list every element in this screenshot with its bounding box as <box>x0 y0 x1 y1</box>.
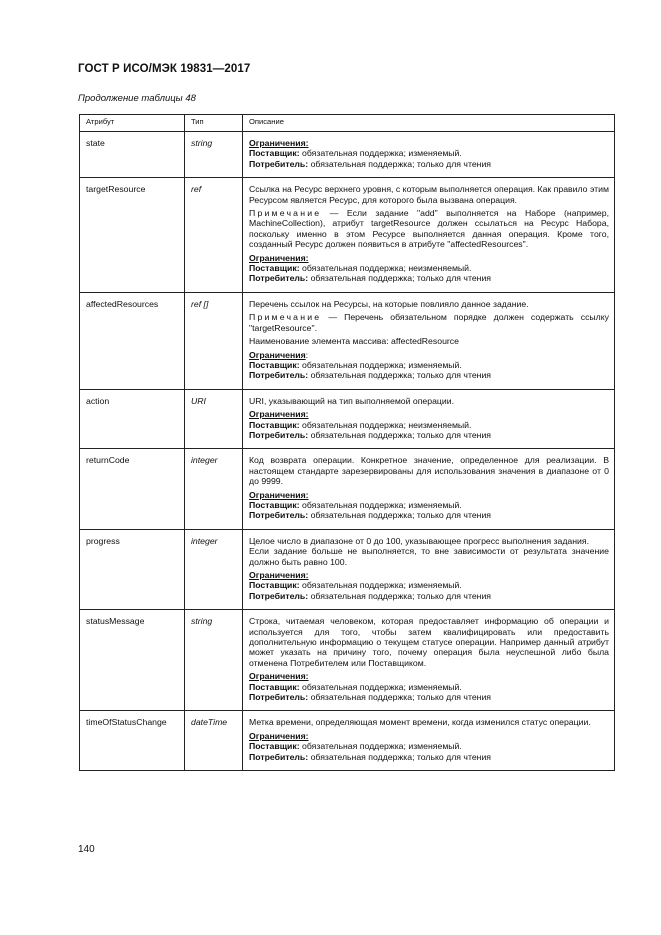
provider-line <box>249 148 609 158</box>
provider-text: обязательная поддержка; изменяемый. <box>299 580 462 591</box>
consumer-label: Потребитель: <box>249 370 309 381</box>
page-number: 140 <box>78 844 95 855</box>
attribute-name: targetResource <box>80 178 185 293</box>
note-text: — Если задание "add" выполняется на Наборе (например, MachineCollection), атрибут targetResource должен ссылаться на Ресурс Набора, поскольку именно в этом Ресурсе выполняется данная операция. Кроме того, созданный Ресурс должен появиться в атрибуте "affectedResources". <box>249 208 609 250</box>
consumer-text: обязательная поддержка; только для чтения <box>308 158 492 169</box>
attribute-description <box>243 449 615 529</box>
provider-line <box>249 500 609 510</box>
consumer-line <box>249 692 609 702</box>
attributes-table <box>79 114 615 771</box>
consumer-text: обязательная поддержка; только для чтения <box>308 370 492 381</box>
consumer-label: Потребитель: <box>249 158 309 169</box>
constraints-label: Ограничения: <box>249 570 309 580</box>
constraints-heading <box>249 409 609 419</box>
constraints-label: Ограничения: <box>249 671 309 682</box>
attribute-name: affectedResources <box>80 292 185 389</box>
constraints-heading <box>249 570 609 580</box>
attribute-type: integer <box>185 529 243 609</box>
provider-label: Поставщик: <box>249 263 300 274</box>
consumer-line <box>249 370 609 380</box>
attribute-name: action <box>80 389 185 449</box>
constraints-label: Ограничения: <box>249 730 309 741</box>
consumer-line <box>249 752 609 762</box>
consumer-label: Потребитель: <box>249 590 309 601</box>
provider-line <box>249 741 609 751</box>
provider-text: обязательная поддержка; изменяемый. <box>299 499 462 510</box>
consumer-label: Потребитель: <box>249 751 309 762</box>
attribute-description <box>243 610 615 711</box>
table-header-row <box>80 115 615 132</box>
table-row <box>80 132 615 178</box>
constraints-heading <box>249 138 609 148</box>
consumer-line <box>249 591 609 601</box>
provider-label: Поставщик: <box>249 499 300 510</box>
description-text: Целое число в диапазоне от 0 до 100, указывающее прогресс выполнения задания. <box>249 535 589 546</box>
description-text: Метка времени, определяющая момент времени, когда изменился статус операции. <box>249 717 591 728</box>
consumer-line <box>249 430 609 440</box>
description-text: Строка, читаемая человеком, которая предоставляет информацию об операции и используется для того, чтобы затем квалифицировать или предоставить дополнительную информацию о текущем статусе операции. Например данный атрибут может указать на причину того, почему операция была неуспешной либо была отменена Потребителем или Поставщиком. <box>249 616 609 668</box>
attribute-name: returnCode <box>80 449 185 529</box>
table-row <box>80 449 615 529</box>
description-text: Ссылка на Ресурс верхнего уровня, с которым выполняется операция. Как правило этим Ресурсом является Ресурс, для которого была вызвана операция. <box>249 184 609 205</box>
description-text: URI, указывающий на тип выполняемой операции. <box>249 395 455 406</box>
attribute-name: timeOfStatusChange <box>80 711 185 771</box>
consumer-line <box>249 510 609 520</box>
provider-label: Поставщик: <box>249 359 300 370</box>
document-header: ГОСТ Р ИСО/МЭК 19831—2017 <box>78 63 251 75</box>
description-text: Перечень ссылок на Ресурсы, на которые повлияло данное задание. <box>249 298 529 309</box>
attribute-type: ref <box>185 178 243 293</box>
attribute-type: URI <box>185 389 243 449</box>
consumer-text: обязательная поддержка; только для чтения <box>308 751 492 762</box>
attribute-description <box>243 292 615 389</box>
constraints-suffix: : <box>305 349 309 360</box>
provider-label: Поставщик: <box>249 580 300 591</box>
consumer-label: Потребитель: <box>249 692 309 703</box>
consumer-text: обязательная поддержка; только для чтения <box>308 692 492 703</box>
consumer-line <box>249 273 609 283</box>
attribute-type: integer <box>185 449 243 529</box>
attribute-description <box>243 529 615 609</box>
attribute-name: state <box>80 132 185 178</box>
consumer-text: обязательная поддержка; только для чтения <box>308 510 492 521</box>
note <box>249 312 609 333</box>
provider-line <box>249 580 609 590</box>
note-label: Примечание <box>249 208 322 219</box>
consumer-label: Потребитель: <box>249 429 309 440</box>
table-row <box>80 292 615 389</box>
provider-label: Поставщик: <box>249 148 300 159</box>
table-row <box>80 711 615 771</box>
provider-label: Поставщик: <box>249 419 300 430</box>
attribute-type: dateTime <box>185 711 243 771</box>
attribute-description <box>243 711 615 771</box>
constraints-label: Ограничения: <box>249 489 309 500</box>
attribute-type: ref [] <box>185 292 243 389</box>
constraints-label: Ограничения: <box>249 252 309 263</box>
provider-text: обязательная поддержка; изменяемый. <box>299 359 462 370</box>
provider-label: Поставщик: <box>249 681 300 692</box>
consumer-text: обязательная поддержка; только для чтения <box>308 273 492 284</box>
attribute-name: progress <box>80 529 185 609</box>
constraints-heading <box>249 490 609 500</box>
provider-label: Поставщик: <box>249 741 300 752</box>
constraints-label: Ограничения: <box>249 138 309 148</box>
table-row <box>80 178 615 293</box>
provider-line <box>249 682 609 692</box>
constraints-heading <box>249 671 609 681</box>
provider-text: обязательная поддержка; изменяемый. <box>299 741 462 752</box>
consumer-label: Потребитель: <box>249 273 309 284</box>
column-header-attribute: Атрибут <box>80 115 185 132</box>
constraints-heading <box>249 253 609 263</box>
attribute-description <box>243 389 615 449</box>
note-text: — Перечень обязательном порядке должен содержать ссылку "targetResource". <box>249 312 609 333</box>
table-row <box>80 610 615 711</box>
attribute-type: string <box>185 610 243 711</box>
attribute-description <box>243 132 615 178</box>
column-header-type: Тип <box>185 115 243 132</box>
note-label: Примечание <box>249 312 322 323</box>
column-header-description: Описание <box>243 115 615 132</box>
consumer-text: обязательная поддержка; только для чтения <box>308 429 492 440</box>
consumer-line <box>249 159 609 169</box>
attribute-description <box>243 178 615 293</box>
attribute-name: statusMessage <box>80 610 185 711</box>
provider-text: обязательная поддержка; неизменяемый. <box>299 419 472 430</box>
provider-text: обязательная поддержка; изменяемый. <box>299 148 462 159</box>
constraints-heading <box>249 350 609 360</box>
constraints-heading <box>249 731 609 741</box>
provider-text: обязательная поддержка; неизменяемый. <box>299 263 472 274</box>
provider-line <box>249 360 609 370</box>
description-text: Если задание больше не выполняется, то вне зависимости от результата значение должно быть равно 100. <box>249 546 609 567</box>
consumer-text: обязательная поддержка; только для чтения <box>308 590 492 601</box>
attribute-type: string <box>185 132 243 178</box>
provider-text: обязательная поддержка; изменяемый. <box>299 681 462 692</box>
constraints-label: Ограничения <box>249 349 306 360</box>
table-row <box>80 529 615 609</box>
consumer-label: Потребитель: <box>249 510 309 521</box>
array-element-name: Наименование элемента массива: affectedResource <box>249 336 459 347</box>
description-text: Код возврата операции. Конкретное значение, определенное для реализации. В настоящем стандарте зарезервированы для использования значения в диапазоне от 0 до 9999. <box>249 455 609 487</box>
provider-line <box>249 263 609 273</box>
table-row <box>80 389 615 449</box>
provider-line <box>249 420 609 430</box>
table-caption: Продолжение таблицы 48 <box>78 93 196 104</box>
constraints-label: Ограничения: <box>249 409 309 420</box>
note <box>249 208 609 250</box>
